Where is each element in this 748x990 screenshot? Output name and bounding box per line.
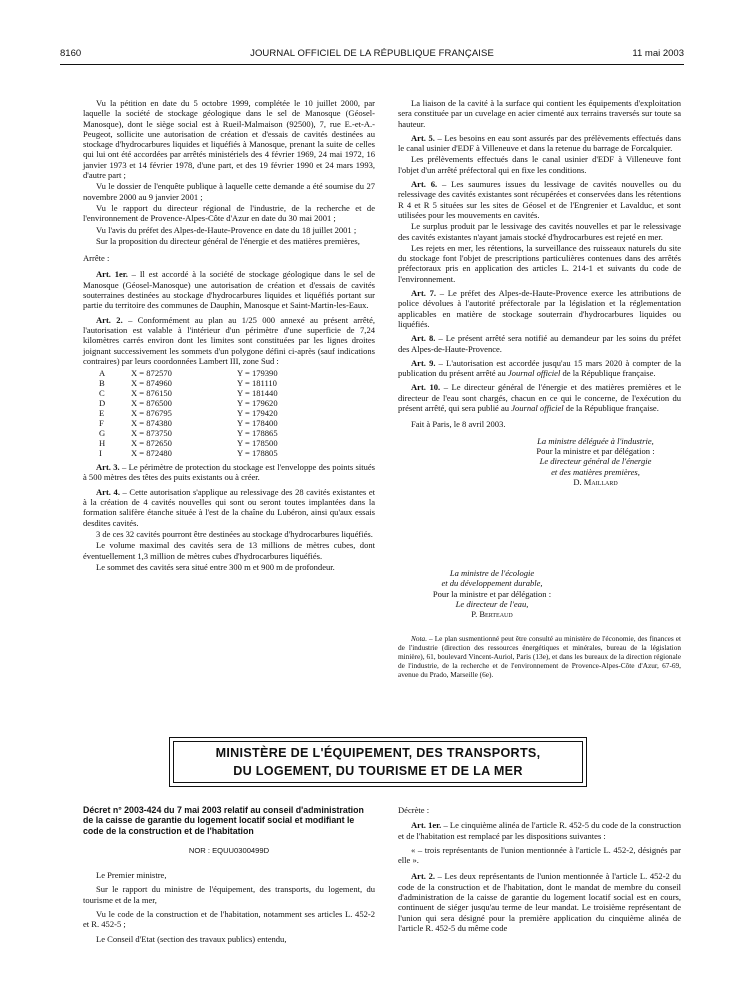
visa-enquete: Vu le dossier de l'enquête publique à laquelle cette demande a été soumise du 27 novembre 2000 au 9 janvier 2001 ; [83, 181, 375, 202]
visa-rapport: Vu le rapport du directeur régional de l'industrie, de la recherche et de l'environnement de Provence-Alpes-Côte d'Azur en date du 30 mai 2001 ; [83, 202, 375, 224]
table-row [99, 448, 278, 458]
article-4-p2: 3 de ces 32 cavités pourront être destinées au stockage d'hydrocarbures liquéfiés. [96, 528, 373, 539]
coord-x: X = 872570 [131, 368, 172, 379]
coord-key: F [99, 418, 104, 429]
signature-line: Pour la ministre et par délégation : [536, 445, 655, 456]
decree-p3: Vu le code de la construction et de l'habitation, notamment ses articles L. 452-2 et R. 452-5 ; [83, 909, 375, 930]
coordinates-table [99, 368, 278, 458]
article-8-label: Art. 8. [411, 333, 436, 344]
coord-y: Y = 179390 [237, 368, 278, 379]
article-2-text: – Conformément au plan au 1/25 000 annexé au présent arrêté, l'autorisation est valable à l'intérieur d'un périmètre d'une superficie de 7,24 kilomètres carrés environ dont les limites sont constituées par les lignes droites joignant successivement les sommets d'un polygone défini ci-après (sauf indications contraires) par leurs coordonnées Lambert III, zone Sud : [83, 314, 376, 366]
decree-article-1-text: – Le cinquième alinéa de l'article R. 452-5 du code de la construction et de l'habitation est remplacé par les dispositions suivantes : [398, 820, 681, 841]
table-row [99, 418, 278, 428]
nota-block [398, 634, 681, 680]
decree-article-2-text: – Les deux représentants de l'union mentionnée à l'article L. 452-2 du code de la construction et de l'habitation, dont le mandat de membre du conseil d'administration de la caisse de garantie du logement locatif social est en cours, continuent de siéger jusqu'au terme de leur mandat. Le troisième représentant de l'union qui sera désigné pour la première application du cinquième alinéa de l'article R. 452-5 du même code [398, 871, 681, 933]
coord-y: Y = 178400 [237, 418, 278, 429]
article-1 [83, 269, 375, 310]
coord-key: C [99, 388, 105, 399]
left-column [83, 98, 375, 573]
right-column [398, 98, 681, 487]
article-1-text: – Il est accordé à la société de stockage géologique dans le sel de Manosque (Géosel-Manosque) une autorisation de création et d'essais de cavités souterraines destinées au stockage d'hydrocarbures liquides et liquéfiés portant sur partie du territoire des communes de Dauphin, Manosque et Saint-Martin-les-Eaux. [83, 269, 375, 311]
coord-x: X = 872480 [131, 448, 172, 459]
article-10-label: Art. 10. [411, 382, 441, 393]
decrete-heading: Décrète : [398, 805, 430, 815]
article-7-label: Art. 7. [411, 288, 437, 299]
article-6-p2: Le surplus produit par le lessivage des cavités nouvelles et par le relessivage des cavités existantes n'ayant jamais stocké d'hydrocarbures est rejeté en mer. [398, 221, 681, 242]
article-9-label: Art. 9. [411, 357, 436, 368]
table-row [99, 408, 278, 418]
article-4-p5: La liaison de la cavité à la surface qui contient les équipements d'exploitation sera constituée par un cuvelage en acier cimenté aux terrains traversés sur toute sa hauteur. [398, 98, 681, 129]
article-5-text: – Les besoins en eau sont assurés par des prélèvements effectués dans le canal usinier d'EDF à Villeneuve et dans la retenue du barrage de Forcalquier. [398, 132, 681, 154]
article-4-p4: Le sommet des cavités sera situé entre 300 m et 900 m de profondeur. [96, 561, 335, 572]
signature-line: Le directeur de l'eau, [455, 598, 529, 609]
signatory-name: P. Berteaud [471, 609, 513, 620]
journal-title: JOURNAL OFFICIEL DE LA RÉPUBLIQUE FRANÇAISE [250, 48, 494, 59]
visa-petition: Vu la pétition en date du 5 octobre 1999, complétée le 10 juillet 2000, par laquelle la société de stockage géologique dans le sel de Manosque (Géosel-Manosque), dont le siège social est à Rueil-Malmaison (92500), 7, rue E.-et-A.-Peugeot, sollicite une autorisation de création et d'essais de cavités destinées au stockage d'hydrocarbures liquides et liquéfiés à Manosque, prenant la suite de celles qui lui ont été accordées par arrêtés ministériels des 4 février 1969, 24 mai 1972, 16 janvier 1973 et 14 février 1978, d'une part, et des 19 février 1990 et 24 mars 1993, d'autre part ; [83, 98, 375, 181]
signature-line: et des matières premières, [551, 466, 640, 477]
article-5-p2: Les prélèvements effectués dans le canal usinier d'EDF à Villeneuve font l'objet d'un arrêté préfectoral qui en fixe les conditions. [398, 154, 681, 175]
signature-line: Le directeur général de l'énergie [539, 456, 652, 467]
nota-text [398, 634, 681, 679]
signature-line: La ministre déléguée à l'industrie, [537, 435, 654, 446]
article-1-label: Art. 1er. [96, 269, 128, 280]
page-header [60, 48, 684, 64]
visa-avis: Vu l'avis du préfet des Alpes-de-Haute-Provence en date du 18 juillet 2001 ; [96, 224, 357, 235]
article-8 [398, 333, 681, 354]
fait-a-paris: Fait à Paris, le 8 avril 2003. [411, 419, 506, 430]
table-row [99, 368, 278, 378]
decree-article-1-quote: « – trois représentants de l'union mentionnée à l'article L. 452-2, désignés par elle ». [398, 844, 681, 866]
signatory-name: D. Maillard [573, 476, 618, 487]
coord-key: D [99, 398, 106, 409]
article-6-p3: Les rejets en mer, les rétentions, la surveillance des ruisseaux naturels du site du stockage font l'objet de prescriptions particulières contenues dans des arrêtés préfectoraux pris en application des articles L. 214-1 et suivants du code de l'environnement. [398, 242, 681, 284]
coord-y: Y = 179620 [237, 398, 278, 409]
coord-x: X = 873750 [131, 428, 172, 439]
header-rule [60, 64, 684, 65]
article-6 [398, 179, 681, 220]
table-row [99, 398, 278, 408]
article-4 [83, 487, 375, 528]
article-4-label: Art. 4. [96, 486, 120, 497]
coord-y: Y = 181110 [237, 378, 277, 389]
journal-officiel-ref: Journal officiel [507, 368, 561, 379]
article-9-text: – L'autorisation est accordée jusqu'au 15 mars 2020 à compter de la publication du présent arrêté au [398, 357, 681, 379]
ministry-line-1: MINISTÈRE DE L'ÉQUIPEMENT, DES TRANSPORTS, [215, 746, 541, 760]
article-4-text: – Cette autorisation s'applique au relessivage des 28 cavités existantes et à la création de 4 cavités nouvelles qui sont ou seront toutes implantées dans la formation salifère étanche située à l'est de la chaîne du Lubéron, ainsi qu'aux essais desdites cavités. [83, 486, 375, 528]
decree-article-2 [398, 871, 681, 933]
signature-ecology [402, 568, 582, 619]
decree-p4: Le Conseil d'Etat (section des travaux publics) entendu, [96, 933, 287, 944]
signature-line: La ministre de l'écologie [449, 568, 535, 578]
article-4-p3: Le volume maximal des cavités sera de 13 millions de mètres cubes, dont éventuellement 1,3 million de mètres cubes d'hydrocarbures liquéfiés. [83, 540, 375, 561]
decree-article-1 [398, 820, 681, 841]
decree-left-column [83, 805, 375, 945]
decree-article-2-label: Art. 2. [411, 871, 435, 882]
article-2-label: Art. 2. [96, 314, 123, 325]
article-10-text: – Le directeur général de l'énergie et des matières premières et le directeur de l'eau sont chargés, chacun en ce qui le concerne, de l'exécution du présent arrêté, qui sera publié au [398, 382, 681, 414]
nota-body: – Le plan susmentionné peut être consulté au ministère de l'économie, des finances et de l'industrie (direction des ressources énergétiques et minérales, bureau de la législation minière), 61, boulevard Vincent-Auriol, Paris (13e), et dans les bureaux de la direction régionale de l'industrie, de la recherche et de l'environnement de Provence-Alpes-Côte d'Azur, 67-69, avenue du Prado, Marseille (6e). [398, 634, 681, 679]
article-7-text: – Le préfet des Alpes-de-Haute-Provence exerce les attributions de police dévolues à l'autorité préfectorale par la législation et la réglementation applicables en matière de stockage souterrain d'hydrocarbures liquides ou liquéfiés. [398, 288, 681, 329]
coord-y: Y = 178805 [237, 448, 278, 459]
article-2 [83, 315, 375, 366]
coord-x: X = 876500 [131, 398, 172, 409]
issue-date: 11 mai 2003 [632, 48, 684, 59]
article-9-text-end: de la République française. [560, 368, 656, 379]
coord-key: H [99, 438, 106, 449]
decree-right-column [398, 805, 681, 934]
article-6-text: – Les saumures issues du lessivage de cavités nouvelles ou du relessivage des cavités existantes sont récupérées et conservées dans les rétentions R 4 et R 5 situées sur les sites de Géosel et de l'Engrenier et Lavalduc, et sont utilisées pour les mouvements en cavités. [398, 179, 682, 220]
coord-key: G [99, 428, 106, 439]
table-row [99, 388, 278, 398]
coord-x: X = 876795 [131, 408, 172, 419]
coord-key: I [99, 448, 102, 459]
article-3-label: Art. 3. [96, 462, 120, 473]
article-3 [83, 462, 375, 483]
coord-key: B [99, 378, 105, 389]
coord-x: X = 876150 [131, 388, 172, 399]
table-row [99, 438, 278, 448]
article-10-text-end: de la République française. [563, 403, 659, 414]
article-5-label: Art. 5. [411, 132, 435, 143]
coord-x: X = 874380 [131, 418, 172, 429]
page-number: 8160 [60, 48, 82, 59]
arrete-heading: Arrête : [83, 253, 110, 264]
signature-line: et du développement durable, [441, 578, 543, 589]
coord-x: X = 874960 [131, 378, 172, 389]
article-3-text: – Le périmètre de protection du stockage est l'enveloppe des points situés à 500 mètres des têtes des puits existants ou à créer. [83, 462, 375, 483]
article-10 [398, 382, 681, 413]
coord-key: E [99, 408, 105, 419]
visa-proposition: Sur la proposition du directeur général de l'énergie et des matières premières, [96, 235, 360, 246]
article-7 [398, 288, 681, 329]
coord-y: Y = 178865 [237, 428, 278, 439]
decree-p1: Le Premier ministre, [96, 870, 167, 881]
signature-industry [510, 436, 681, 487]
ministry-line-2: DU LOGEMENT, DU TOURISME ET DE LA MER [233, 764, 523, 778]
journal-officiel-ref: Journal officiel [511, 403, 564, 414]
article-9 [398, 358, 681, 379]
article-8-text: – Le présent arrêté sera notifié au demandeur par les soins du préfet des Alpes-de-Haute-Provence. [398, 333, 681, 354]
decree-article-1-label: Art. 1er. [411, 820, 442, 831]
coord-x: X = 872650 [131, 438, 172, 449]
article-6-label: Art. 6. [411, 179, 438, 190]
decree-title: Décret n° 2003-424 du 7 mai 2003 relatif au conseil d'administration de la caisse de garantie du logement locatif social et modifiant le code de la construction et de l'habitation [83, 805, 364, 836]
article-5 [398, 133, 681, 154]
coord-y: Y = 179420 [237, 408, 278, 419]
table-row [99, 378, 278, 388]
decree-p2: Sur le rapport du ministre de l'équipement, des transports, du logement, du tourisme et de la mer, [83, 884, 375, 905]
coord-key: A [99, 368, 106, 379]
coord-y: Y = 181440 [237, 388, 278, 399]
table-row [99, 428, 278, 438]
signature-line: Pour la ministre et par délégation : [432, 588, 552, 599]
nota-label: Nota. [411, 634, 428, 643]
nor-reference: NOR : EQUU0300499D [188, 845, 270, 855]
coord-y: Y = 178500 [237, 438, 278, 449]
ministry-heading [173, 741, 583, 783]
